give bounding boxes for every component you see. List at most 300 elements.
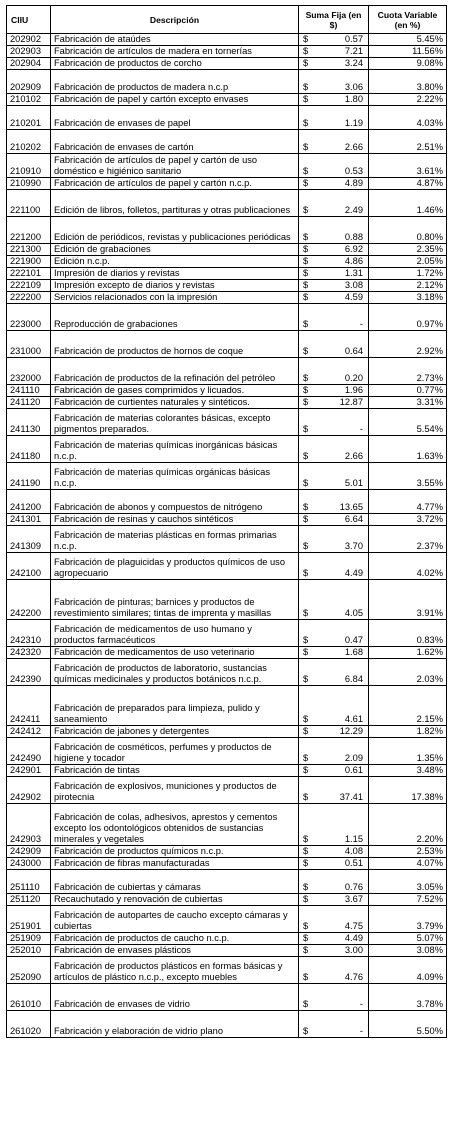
suma-fija-cell xyxy=(299,397,369,409)
cuota-variable-value: 4.77% xyxy=(369,490,447,514)
suma-fija-cell xyxy=(299,553,369,580)
suma-fija-value: 0.57 xyxy=(344,34,363,44)
activity-description: Fabricación de medicamentos de uso humano y productos farmacéuticos xyxy=(51,620,299,647)
activity-description: Fabricación de productos de laboratorio, sustancias químicas medicinales y productos botánicos n.c.p. xyxy=(51,659,299,686)
cuota-variable-value: 3.78% xyxy=(369,984,447,1011)
currency-symbol: $ xyxy=(303,765,309,775)
ciiu-code: 202904 xyxy=(7,58,51,70)
cuota-variable-value: 5.07% xyxy=(369,933,447,945)
suma-fija-value: 3.06 xyxy=(344,82,363,92)
ciiu-code: 251901 xyxy=(7,906,51,933)
suma-fija-value: 4.89 xyxy=(344,178,363,188)
suma-fija-cell xyxy=(299,906,369,933)
currency-symbol: $ xyxy=(303,166,309,176)
activity-description: Impresión excepto de diarios y revistas xyxy=(51,280,299,292)
ciiu-code: 242903 xyxy=(7,804,51,846)
cuota-variable-value: 5.45% xyxy=(369,34,447,46)
suma-fija-value: 4.75 xyxy=(344,921,363,931)
activity-description: Fabricación de envases de cartón xyxy=(51,130,299,154)
ciiu-code: 210202 xyxy=(7,130,51,154)
ciiu-code: 241110 xyxy=(7,385,51,397)
cuota-variable-value: 4.07% xyxy=(369,858,447,870)
suma-fija-cell xyxy=(299,34,369,46)
cuota-variable-value: 0.77% xyxy=(369,385,447,397)
suma-fija-cell xyxy=(299,268,369,280)
activity-description: Fabricación de colas, adhesivos, aprestos y cementos excepto los odontológicos obtenidos de sustancias minerales y vegetales xyxy=(51,804,299,846)
activity-description: Fabricación de envases de vidrio xyxy=(51,984,299,1011)
currency-symbol: $ xyxy=(303,244,309,254)
table-row xyxy=(7,463,447,490)
suma-fija-value: 6.64 xyxy=(344,514,363,524)
suma-fija-cell xyxy=(299,70,369,94)
suma-fija-value: 3.00 xyxy=(344,945,363,955)
suma-fija-cell xyxy=(299,846,369,858)
table-row xyxy=(7,553,447,580)
header-ciiu: CIIU xyxy=(7,6,51,34)
suma-fija-value: - xyxy=(359,319,363,329)
ciiu-code: 251120 xyxy=(7,894,51,906)
activity-description: Fabricación de ataúdes xyxy=(51,34,299,46)
currency-symbol: $ xyxy=(303,256,309,266)
suma-fija-value: 2.49 xyxy=(344,205,363,215)
ciiu-code: 242412 xyxy=(7,726,51,738)
suma-fija-value: 4.49 xyxy=(344,568,363,578)
header-suma-fija: Suma Fija (en $) xyxy=(299,6,369,34)
ciiu-code: 221300 xyxy=(7,244,51,256)
activity-description: Fabricación de productos de la refinación del petróleo xyxy=(51,358,299,385)
currency-symbol: $ xyxy=(303,46,309,56)
suma-fija-value: 1.80 xyxy=(344,94,363,104)
suma-fija-value: 4.49 xyxy=(344,933,363,943)
suma-fija-value: 0.51 xyxy=(344,858,363,868)
currency-symbol: $ xyxy=(303,999,309,1009)
suma-fija-value: 4.05 xyxy=(344,608,363,618)
ciiu-code: 261010 xyxy=(7,984,51,1011)
cuota-variable-value: 3.05% xyxy=(369,870,447,894)
currency-symbol: $ xyxy=(303,94,309,104)
suma-fija-cell xyxy=(299,765,369,777)
table-row xyxy=(7,765,447,777)
suma-fija-value: 3.67 xyxy=(344,894,363,904)
suma-fija-cell xyxy=(299,463,369,490)
table-row xyxy=(7,984,447,1011)
cuota-variable-value: 2.53% xyxy=(369,846,447,858)
ciiu-code: 231000 xyxy=(7,331,51,358)
ciiu-code: 202909 xyxy=(7,70,51,94)
ciiu-code: 242490 xyxy=(7,738,51,765)
table-row xyxy=(7,256,447,268)
activity-description: Fabricación de productos plásticos en formas básicas y artículos de plástico n.c.p., excepto muebles xyxy=(51,957,299,984)
table-row xyxy=(7,70,447,94)
suma-fija-value: 0.47 xyxy=(344,635,363,645)
currency-symbol: $ xyxy=(303,972,309,982)
suma-fija-value: 12.87 xyxy=(339,397,363,407)
activity-description: Fabricación de productos de hornos de coque xyxy=(51,331,299,358)
currency-symbol: $ xyxy=(303,541,309,551)
activity-description: Fabricación de materias colorantes básicas, excepto pigmentos preparados. xyxy=(51,409,299,436)
suma-fija-value: 1.19 xyxy=(344,118,363,128)
ciiu-code: 210990 xyxy=(7,178,51,190)
suma-fija-cell xyxy=(299,1011,369,1038)
table-row xyxy=(7,331,447,358)
suma-fija-cell xyxy=(299,256,369,268)
activity-description: Reproducción de grabaciones xyxy=(51,304,299,331)
suma-fija-cell xyxy=(299,358,369,385)
suma-fija-value: - xyxy=(359,1026,363,1036)
suma-fija-value: 3.08 xyxy=(344,280,363,290)
suma-fija-cell xyxy=(299,945,369,957)
suma-fija-value: 0.76 xyxy=(344,882,363,892)
cuota-variable-value: 1.46% xyxy=(369,190,447,217)
table-row xyxy=(7,385,447,397)
cuota-variable-value: 2.03% xyxy=(369,659,447,686)
table-row xyxy=(7,436,447,463)
suma-fija-cell xyxy=(299,933,369,945)
activity-description: Fabricación de materias plásticas en formas primarias n.c.p. xyxy=(51,526,299,553)
table-row xyxy=(7,280,447,292)
table-row xyxy=(7,580,447,620)
suma-fija-value: 2.66 xyxy=(344,142,363,152)
activity-description: Fabricación de cubiertas y cámaras xyxy=(51,870,299,894)
cuota-variable-value: 4.87% xyxy=(369,178,447,190)
ciiu-code: 210201 xyxy=(7,106,51,130)
activity-description: Fabricación de gases comprimidos y licuados. xyxy=(51,385,299,397)
suma-fija-cell xyxy=(299,686,369,726)
cuota-variable-value: 0.80% xyxy=(369,217,447,244)
currency-symbol: $ xyxy=(303,846,309,856)
cuota-variable-value: 11.56% xyxy=(369,46,447,58)
activity-description: Fabricación de tintas xyxy=(51,765,299,777)
currency-symbol: $ xyxy=(303,894,309,904)
table-row xyxy=(7,94,447,106)
ciiu-code: 242310 xyxy=(7,620,51,647)
suma-fija-cell xyxy=(299,385,369,397)
currency-symbol: $ xyxy=(303,945,309,955)
table-row xyxy=(7,358,447,385)
suma-fija-cell xyxy=(299,190,369,217)
activity-description: Fabricación de abonos y compuestos de nitrógeno xyxy=(51,490,299,514)
suma-fija-value: 0.88 xyxy=(344,232,363,242)
suma-fija-value: 4.61 xyxy=(344,714,363,724)
suma-fija-value: 2.66 xyxy=(344,451,363,461)
suma-fija-cell xyxy=(299,94,369,106)
currency-symbol: $ xyxy=(303,232,309,242)
cuota-variable-value: 0.97% xyxy=(369,304,447,331)
activity-description: Fabricación de preparados para limpieza, pulido y saneamiento xyxy=(51,686,299,726)
cuota-variable-value: 3.91% xyxy=(369,580,447,620)
cuota-variable-value: 2.37% xyxy=(369,526,447,553)
currency-symbol: $ xyxy=(303,753,309,763)
suma-fija-value: 2.09 xyxy=(344,753,363,763)
ciiu-code: 242200 xyxy=(7,580,51,620)
suma-fija-cell xyxy=(299,106,369,130)
table-row xyxy=(7,244,447,256)
currency-symbol: $ xyxy=(303,385,309,395)
table-row xyxy=(7,647,447,659)
ciiu-code: 202902 xyxy=(7,34,51,46)
table-row xyxy=(7,268,447,280)
currency-symbol: $ xyxy=(303,424,309,434)
suma-fija-value: 6.84 xyxy=(344,674,363,684)
ciiu-code: 222101 xyxy=(7,268,51,280)
activity-description: Fabricación de explosivos, municiones y productos de pirotecnia xyxy=(51,777,299,804)
currency-symbol: $ xyxy=(303,1026,309,1036)
cuota-variable-value: 3.31% xyxy=(369,397,447,409)
ciiu-code: 252090 xyxy=(7,957,51,984)
ciiu-code: 242902 xyxy=(7,777,51,804)
cuota-variable-value: 2.05% xyxy=(369,256,447,268)
cuota-variable-value: 3.61% xyxy=(369,154,447,178)
cuota-variable-value: 7.52% xyxy=(369,894,447,906)
cuota-variable-value: 4.03% xyxy=(369,106,447,130)
suma-fija-cell xyxy=(299,46,369,58)
cuota-variable-value: 3.48% xyxy=(369,765,447,777)
activity-description: Edición de grabaciones xyxy=(51,244,299,256)
cuota-variable-value: 17.38% xyxy=(369,777,447,804)
table-row xyxy=(7,514,447,526)
cuota-variable-value: 3.08% xyxy=(369,945,447,957)
suma-fija-cell xyxy=(299,280,369,292)
table-row xyxy=(7,217,447,244)
cuota-variable-value: 2.73% xyxy=(369,358,447,385)
table-row xyxy=(7,1011,447,1038)
suma-fija-value: 3.70 xyxy=(344,541,363,551)
cuota-variable-value: 2.20% xyxy=(369,804,447,846)
suma-fija-value: 4.08 xyxy=(344,846,363,856)
currency-symbol: $ xyxy=(303,178,309,188)
currency-symbol: $ xyxy=(303,268,309,278)
ciiu-code: 242909 xyxy=(7,846,51,858)
ciiu-code: 222109 xyxy=(7,280,51,292)
cuota-variable-value: 1.62% xyxy=(369,647,447,659)
cuota-variable-value: 2.22% xyxy=(369,94,447,106)
suma-fija-value: 13.65 xyxy=(339,502,363,512)
ciiu-code: 242100 xyxy=(7,553,51,580)
activity-description: Impresión de diarios y revistas xyxy=(51,268,299,280)
suma-fija-value: 0.61 xyxy=(344,765,363,775)
ciiu-code: 242411 xyxy=(7,686,51,726)
ciiu-code: 210102 xyxy=(7,94,51,106)
table-row xyxy=(7,957,447,984)
suma-fija-cell xyxy=(299,514,369,526)
suma-fija-cell xyxy=(299,490,369,514)
cuota-variable-value: 3.18% xyxy=(369,292,447,304)
table-row xyxy=(7,620,447,647)
cuota-variable-value: 2.15% xyxy=(369,686,447,726)
suma-fija-cell xyxy=(299,647,369,659)
table-row xyxy=(7,490,447,514)
ciiu-code: 241200 xyxy=(7,490,51,514)
table-row xyxy=(7,686,447,726)
suma-fija-cell xyxy=(299,178,369,190)
activity-description: Fabricación de productos de caucho n.c.p. xyxy=(51,933,299,945)
currency-symbol: $ xyxy=(303,608,309,618)
cuota-variable-value: 2.92% xyxy=(369,331,447,358)
ciiu-code: 252010 xyxy=(7,945,51,957)
table-body xyxy=(7,34,447,1038)
activity-description: Fabricación de productos de corcho xyxy=(51,58,299,70)
suma-fija-value: 12.29 xyxy=(339,726,363,736)
suma-fija-value: 0.20 xyxy=(344,373,363,383)
activity-description: Fabricación de productos de madera n.c.p xyxy=(51,70,299,94)
currency-symbol: $ xyxy=(303,502,309,512)
ciiu-code: 241190 xyxy=(7,463,51,490)
currency-symbol: $ xyxy=(303,292,309,302)
currency-symbol: $ xyxy=(303,792,309,802)
suma-fija-value: - xyxy=(359,424,363,434)
suma-fija-cell xyxy=(299,526,369,553)
suma-fija-cell xyxy=(299,580,369,620)
activity-description: Servicios relacionados con la impresión xyxy=(51,292,299,304)
cuota-variable-value: 5.54% xyxy=(369,409,447,436)
ciiu-code: 241309 xyxy=(7,526,51,553)
currency-symbol: $ xyxy=(303,451,309,461)
activity-description: Edición de periódicos, revistas y publicaciones periódicas xyxy=(51,217,299,244)
suma-fija-value: 6.92 xyxy=(344,244,363,254)
ciiu-code: 241120 xyxy=(7,397,51,409)
table-row xyxy=(7,846,447,858)
activity-description: Fabricación de artículos de papel y cartón de uso doméstico e higiénico sanitario xyxy=(51,154,299,178)
cuota-variable-value: 1.35% xyxy=(369,738,447,765)
cuota-variable-value: 9.08% xyxy=(369,58,447,70)
table-row xyxy=(7,154,447,178)
suma-fija-value: 4.76 xyxy=(344,972,363,982)
table-row xyxy=(7,933,447,945)
suma-fija-cell xyxy=(299,804,369,846)
suma-fija-value: 4.86 xyxy=(344,256,363,266)
suma-fija-cell xyxy=(299,777,369,804)
currency-symbol: $ xyxy=(303,635,309,645)
activity-description: Fabricación de jabones y detergentes xyxy=(51,726,299,738)
activity-description: Fabricación de plaguicidas y productos químicos de uso agropecuario xyxy=(51,553,299,580)
activity-description: Fabricación de materias químicas orgánicas básicas n.c.p. xyxy=(51,463,299,490)
suma-fija-cell xyxy=(299,436,369,463)
currency-symbol: $ xyxy=(303,834,309,844)
currency-symbol: $ xyxy=(303,882,309,892)
table-row xyxy=(7,190,447,217)
suma-fija-cell xyxy=(299,154,369,178)
activity-description: Fabricación de envases plásticos xyxy=(51,945,299,957)
table-row xyxy=(7,804,447,846)
ciiu-code: 243000 xyxy=(7,858,51,870)
suma-fija-value: 37.41 xyxy=(339,792,363,802)
table-row xyxy=(7,130,447,154)
cuota-variable-value: 5.50% xyxy=(369,1011,447,1038)
cuota-variable-value: 3.79% xyxy=(369,906,447,933)
ciiu-code: 210910 xyxy=(7,154,51,178)
suma-fija-cell xyxy=(299,984,369,1011)
ciiu-code: 261020 xyxy=(7,1011,51,1038)
currency-symbol: $ xyxy=(303,397,309,407)
currency-symbol: $ xyxy=(303,726,309,736)
currency-symbol: $ xyxy=(303,478,309,488)
suma-fija-cell xyxy=(299,957,369,984)
currency-symbol: $ xyxy=(303,346,309,356)
activity-description: Fabricación de materias químicas inorgánicas básicas n.c.p. xyxy=(51,436,299,463)
table-row xyxy=(7,870,447,894)
activity-description: Fabricación de curtientes naturales y sintéticos. xyxy=(51,397,299,409)
table-row xyxy=(7,659,447,686)
cuota-variable-value: 2.35% xyxy=(369,244,447,256)
cuota-variable-value: 0.83% xyxy=(369,620,447,647)
activity-description: Edición n.c.p. xyxy=(51,256,299,268)
activity-description: Fabricación de papel y cartón excepto envases xyxy=(51,94,299,106)
table-row xyxy=(7,409,447,436)
suma-fija-value: 1.68 xyxy=(344,647,363,657)
suma-fija-cell xyxy=(299,620,369,647)
ciiu-code: 241180 xyxy=(7,436,51,463)
table-row xyxy=(7,906,447,933)
activity-description: Recauchutado y renovación de cubiertas xyxy=(51,894,299,906)
currency-symbol: $ xyxy=(303,933,309,943)
suma-fija-cell xyxy=(299,726,369,738)
activity-description: Fabricación de productos químicos n.c.p. xyxy=(51,846,299,858)
suma-fija-cell xyxy=(299,217,369,244)
ciiu-code: 251110 xyxy=(7,870,51,894)
table-row xyxy=(7,304,447,331)
ciiu-code: 221900 xyxy=(7,256,51,268)
table-row xyxy=(7,726,447,738)
table-row xyxy=(7,738,447,765)
ciiu-code: 223000 xyxy=(7,304,51,331)
tariff-table xyxy=(6,5,447,1038)
suma-fija-cell xyxy=(299,894,369,906)
currency-symbol: $ xyxy=(303,647,309,657)
suma-fija-value: 3.24 xyxy=(344,58,363,68)
table-row xyxy=(7,58,447,70)
ciiu-code: 242901 xyxy=(7,765,51,777)
suma-fija-value: 1.15 xyxy=(344,834,363,844)
cuota-variable-value: 3.72% xyxy=(369,514,447,526)
ciiu-code: 221200 xyxy=(7,217,51,244)
table-row xyxy=(7,945,447,957)
table-row xyxy=(7,178,447,190)
cuota-variable-value: 4.02% xyxy=(369,553,447,580)
suma-fija-value: 5.01 xyxy=(344,478,363,488)
cuota-variable-value: 2.12% xyxy=(369,280,447,292)
cuota-variable-value: 1.72% xyxy=(369,268,447,280)
activity-description: Fabricación y elaboración de vidrio plano xyxy=(51,1011,299,1038)
activity-description: Fabricación de fibras manufacturadas xyxy=(51,858,299,870)
table-row xyxy=(7,292,447,304)
suma-fija-cell xyxy=(299,659,369,686)
activity-description: Fabricación de envases de papel xyxy=(51,106,299,130)
suma-fija-cell xyxy=(299,331,369,358)
suma-fija-cell xyxy=(299,58,369,70)
activity-description: Fabricación de pinturas; barnices y productos de revestimiento similares; tintas de imprenta y masillas xyxy=(51,580,299,620)
ciiu-code: 241130 xyxy=(7,409,51,436)
ciiu-code: 232000 xyxy=(7,358,51,385)
suma-fija-value: 0.53 xyxy=(344,166,363,176)
cuota-variable-value: 3.55% xyxy=(369,463,447,490)
currency-symbol: $ xyxy=(303,319,309,329)
table-row xyxy=(7,858,447,870)
currency-symbol: $ xyxy=(303,858,309,868)
activity-description: Fabricación de medicamentos de uso veterinario xyxy=(51,647,299,659)
ciiu-code: 242320 xyxy=(7,647,51,659)
currency-symbol: $ xyxy=(303,34,309,44)
currency-symbol: $ xyxy=(303,714,309,724)
cuota-variable-value: 2.51% xyxy=(369,130,447,154)
currency-symbol: $ xyxy=(303,373,309,383)
activity-description: Fabricación de resinas y cauchos sintéticos xyxy=(51,514,299,526)
suma-fija-cell xyxy=(299,244,369,256)
ciiu-code: 222200 xyxy=(7,292,51,304)
table-row xyxy=(7,34,447,46)
table-row xyxy=(7,106,447,130)
header-cuota-variable: Cuota Variable (en %) xyxy=(369,6,447,34)
cuota-variable-value: 1.63% xyxy=(369,436,447,463)
